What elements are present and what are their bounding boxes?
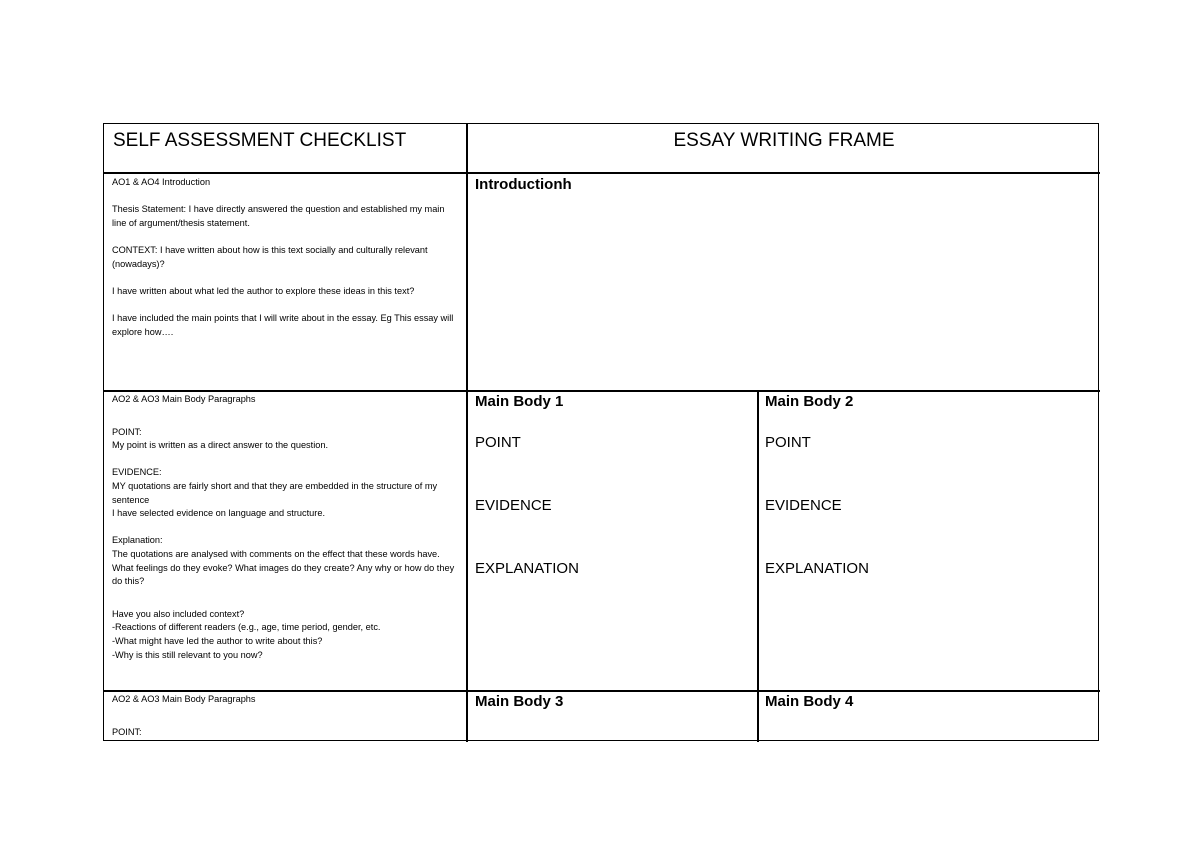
intro-item-thesis: Thesis Statement: I have directly answered the question and established my main line of argument/thesis statement.: [112, 204, 445, 228]
row-divider-intro: [104, 390, 1100, 392]
body-checklist-2-heading: AO2 & AO3 Main Body Paragraphs: [112, 694, 256, 704]
body-checklist-2: [112, 693, 457, 739]
evidence-text-selection: I have selected evidence on language and structure.: [112, 508, 325, 519]
main-body-1-point: POINT: [475, 434, 521, 451]
context-question: Have you also included context?: [112, 608, 245, 619]
explanation-label: Explanation:: [112, 535, 163, 546]
introduction-title: Introductionh: [475, 176, 572, 193]
row-divider-body1: [104, 690, 1100, 692]
row-divider-header: [104, 172, 1100, 174]
column-divider-bodies: [757, 390, 759, 742]
main-body-1-evidence: EVIDENCE: [475, 497, 552, 514]
intro-checklist: [112, 176, 457, 339]
intro-checklist-heading: AO1 & AO4 Introduction: [112, 177, 211, 187]
context-item-readers: -Reactions of different readers (e.g., age, time period, gender, etc.: [112, 622, 381, 633]
evidence-text-quotations: MY quotations are fairly short and that they are embedded in the structure of my sentence: [112, 480, 438, 505]
main-body-2-point: POINT: [765, 434, 811, 451]
intro-item-main-points: I have included the main points that I will write about in the essay. Eg This essay will explore how….: [112, 312, 454, 337]
main-body-1-explanation: EXPLANATION: [475, 560, 579, 577]
body-checklist: [112, 393, 457, 662]
intro-item-author: I have written about what led the author to explore these ideas in this text?: [112, 285, 415, 296]
checklist-header: SELF ASSESSMENT CHECKLIST: [113, 130, 407, 151]
main-body-2-evidence: EVIDENCE: [765, 497, 842, 514]
writing-frame-header: ESSAY WRITING FRAME: [673, 130, 895, 151]
essay-table: [103, 123, 1099, 741]
explanation-text: The quotations are analysed with comments on the effect that these words have. What feelings do they evoke? What images do they create? Any why or how do they do this?: [112, 548, 455, 587]
context-item-author: -What might have led the author to write about this?: [112, 635, 323, 646]
intro-item-context: CONTEXT: I have written about how is this text socially and culturally relevant (nowadays)?: [112, 244, 428, 269]
evidence-label: EVIDENCE:: [112, 467, 162, 478]
point-text: My point is written as a direct answer to the question.: [112, 440, 329, 451]
main-body-3-title: Main Body 3: [475, 693, 564, 710]
main-body-4-title: Main Body 4: [765, 693, 854, 710]
main-body-1-title: Main Body 1: [475, 393, 564, 410]
context-item-relevance: -Why is this still relevant to you now?: [112, 649, 263, 660]
point-label-2: POINT:: [112, 726, 142, 737]
main-body-2-title: Main Body 2: [765, 393, 854, 410]
body-checklist-heading: AO2 & AO3 Main Body Paragraphs: [112, 394, 256, 404]
main-body-2-explanation: EXPLANATION: [765, 560, 869, 577]
point-label: POINT:: [112, 426, 142, 437]
column-divider-main: [466, 124, 468, 742]
